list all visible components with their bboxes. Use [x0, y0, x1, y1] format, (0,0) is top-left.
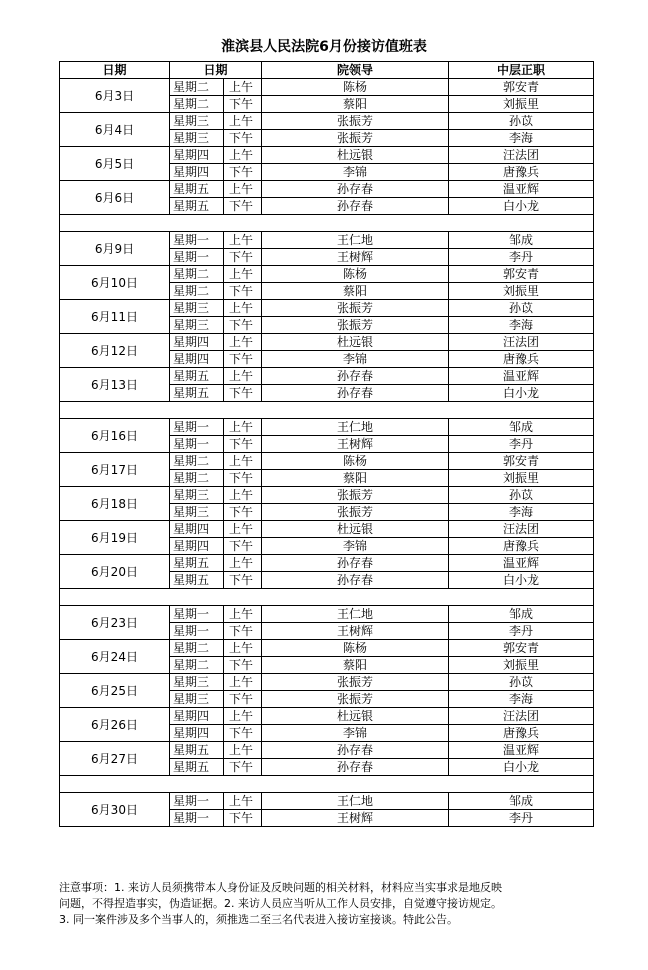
day-cell: 星期三: [170, 317, 224, 334]
middle-cell: 温亚辉: [449, 368, 594, 385]
half-day-cell: 上午: [224, 181, 262, 198]
day-cell: 星期一: [170, 249, 224, 266]
day-cell: 星期二: [170, 470, 224, 487]
leader-cell: 孙存春: [262, 555, 449, 572]
day-cell: 星期三: [170, 504, 224, 521]
date-cell: 6月30日: [60, 793, 170, 827]
leader-cell: 张振芳: [262, 674, 449, 691]
day-cell: 星期五: [170, 368, 224, 385]
half-day-cell: 下午: [224, 436, 262, 453]
roster-body: [60, 79, 594, 827]
leader-cell: 王仁地: [262, 606, 449, 623]
leader-cell: 王仁地: [262, 793, 449, 810]
day-cell: 星期一: [170, 623, 224, 640]
day-cell: 星期四: [170, 147, 224, 164]
date-cell: 6月20日: [60, 555, 170, 589]
middle-cell: 唐豫兵: [449, 164, 594, 181]
leader-cell: 陈杨: [262, 640, 449, 657]
half-day-cell: 上午: [224, 334, 262, 351]
day-cell: 星期四: [170, 334, 224, 351]
half-day-cell: 上午: [224, 113, 262, 130]
date-cell: 6月6日: [60, 181, 170, 215]
day-cell: 星期一: [170, 436, 224, 453]
half-day-cell: 上午: [224, 708, 262, 725]
middle-cell: 汪法团: [449, 521, 594, 538]
date-cell: 6月13日: [60, 368, 170, 402]
half-day-cell: 下午: [224, 130, 262, 147]
table-row: [60, 640, 594, 657]
half-day-cell: 上午: [224, 640, 262, 657]
leader-cell: 张振芳: [262, 691, 449, 708]
leader-cell: 张振芳: [262, 317, 449, 334]
half-day-cell: 下午: [224, 351, 262, 368]
day-cell: 星期一: [170, 793, 224, 810]
leader-cell: 张振芳: [262, 487, 449, 504]
middle-cell: 孙苡: [449, 674, 594, 691]
middle-cell: 孙苡: [449, 487, 594, 504]
header-date: 日期: [60, 62, 170, 79]
leader-cell: 李锦: [262, 351, 449, 368]
week-separator: [60, 776, 594, 793]
day-cell: 星期四: [170, 725, 224, 742]
leader-cell: 蔡阳: [262, 283, 449, 300]
day-cell: 星期五: [170, 742, 224, 759]
table-row: [60, 793, 594, 810]
date-cell: 6月16日: [60, 419, 170, 453]
half-day-cell: 上午: [224, 368, 262, 385]
table-row: [60, 742, 594, 759]
middle-cell: 李海: [449, 691, 594, 708]
day-cell: 星期一: [170, 419, 224, 436]
day-cell: 星期四: [170, 521, 224, 538]
middle-cell: 郭安青: [449, 453, 594, 470]
table-row: [60, 113, 594, 130]
half-day-cell: 下午: [224, 504, 262, 521]
half-day-cell: 下午: [224, 385, 262, 402]
table-row: [60, 232, 594, 249]
middle-cell: 温亚辉: [449, 742, 594, 759]
notice-line: 问题，不得捏造事实，伪造证据。2. 来访人员应当听从工作人员安排，自觉遵守接访规定。: [59, 897, 502, 910]
half-day-cell: 下午: [224, 283, 262, 300]
half-day-cell: 上午: [224, 79, 262, 96]
week-separator-row: [60, 776, 594, 793]
header-leader: 院领导: [262, 62, 449, 79]
middle-cell: 邹成: [449, 232, 594, 249]
middle-cell: 李海: [449, 317, 594, 334]
date-cell: 6月17日: [60, 453, 170, 487]
middle-cell: 郭安青: [449, 79, 594, 96]
middle-cell: 汪法团: [449, 147, 594, 164]
table-row: [60, 266, 594, 283]
page-title: 淮滨县人民法院6月份接访值班表: [221, 39, 427, 55]
table-row: [60, 181, 594, 198]
week-separator-row: [60, 215, 594, 232]
half-day-cell: 下午: [224, 810, 262, 827]
leader-cell: 李锦: [262, 164, 449, 181]
middle-cell: 刘振里: [449, 657, 594, 674]
leader-cell: 杜远银: [262, 147, 449, 164]
date-cell: 6月10日: [60, 266, 170, 300]
half-day-cell: 下午: [224, 198, 262, 215]
leader-cell: 张振芳: [262, 130, 449, 147]
table-row: [60, 674, 594, 691]
leader-cell: 陈杨: [262, 79, 449, 96]
half-day-cell: 下午: [224, 538, 262, 555]
leader-cell: 陈杨: [262, 266, 449, 283]
leader-cell: 王仁地: [262, 232, 449, 249]
date-cell: 6月25日: [60, 674, 170, 708]
leader-cell: 孙存春: [262, 742, 449, 759]
day-cell: 星期五: [170, 198, 224, 215]
week-separator: [60, 215, 594, 232]
middle-cell: 刘振里: [449, 470, 594, 487]
week-separator: [60, 402, 594, 419]
middle-cell: 李丹: [449, 436, 594, 453]
middle-cell: 李丹: [449, 623, 594, 640]
middle-cell: 李海: [449, 504, 594, 521]
date-cell: 6月23日: [60, 606, 170, 640]
leader-cell: 张振芳: [262, 504, 449, 521]
day-cell: 星期三: [170, 691, 224, 708]
half-day-cell: 上午: [224, 266, 262, 283]
leader-cell: 孙存春: [262, 198, 449, 215]
leader-cell: 李锦: [262, 725, 449, 742]
table-row: [60, 147, 594, 164]
half-day-cell: 下午: [224, 96, 262, 113]
middle-cell: 白小龙: [449, 759, 594, 776]
half-day-cell: 上午: [224, 147, 262, 164]
table-row: [60, 79, 594, 96]
day-cell: 星期三: [170, 300, 224, 317]
middle-cell: 孙苡: [449, 113, 594, 130]
middle-cell: 李丹: [449, 810, 594, 827]
day-cell: 星期二: [170, 657, 224, 674]
day-cell: 星期五: [170, 181, 224, 198]
table-row: [60, 606, 594, 623]
leader-cell: 王树辉: [262, 623, 449, 640]
half-day-cell: 下午: [224, 470, 262, 487]
middle-cell: 唐豫兵: [449, 725, 594, 742]
leader-cell: 杜远银: [262, 708, 449, 725]
half-day-cell: 下午: [224, 164, 262, 181]
table-row: [60, 300, 594, 317]
middle-cell: 温亚辉: [449, 181, 594, 198]
middle-cell: 唐豫兵: [449, 351, 594, 368]
leader-cell: 孙存春: [262, 385, 449, 402]
leader-cell: 张振芳: [262, 300, 449, 317]
day-cell: 星期二: [170, 640, 224, 657]
leader-cell: 杜远银: [262, 521, 449, 538]
middle-cell: 李丹: [449, 249, 594, 266]
half-day-cell: 上午: [224, 521, 262, 538]
leader-cell: 王树辉: [262, 249, 449, 266]
date-cell: 6月26日: [60, 708, 170, 742]
middle-cell: 刘振里: [449, 96, 594, 113]
day-cell: 星期二: [170, 266, 224, 283]
day-cell: 星期四: [170, 351, 224, 368]
leader-cell: 王树辉: [262, 810, 449, 827]
date-cell: 6月27日: [60, 742, 170, 776]
leader-cell: 李锦: [262, 538, 449, 555]
middle-cell: 郭安青: [449, 266, 594, 283]
notice-line: 注意事项：1. 来访人员须携带本人身份证及反映问题的相关材料，材料应当实事求是地反映: [59, 881, 502, 894]
table-row: [60, 368, 594, 385]
week-separator: [60, 589, 594, 606]
table-row: [60, 555, 594, 572]
leader-cell: 蔡阳: [262, 657, 449, 674]
table-row: [60, 419, 594, 436]
half-day-cell: 上午: [224, 232, 262, 249]
day-cell: 星期一: [170, 810, 224, 827]
middle-cell: 邹成: [449, 606, 594, 623]
half-day-cell: 上午: [224, 742, 262, 759]
leader-cell: 张振芳: [262, 113, 449, 130]
half-day-cell: 上午: [224, 793, 262, 810]
half-day-cell: 上午: [224, 555, 262, 572]
leader-cell: 孙存春: [262, 181, 449, 198]
table-row: [60, 521, 594, 538]
middle-cell: 温亚辉: [449, 555, 594, 572]
half-day-cell: 上午: [224, 487, 262, 504]
date-cell: 6月11日: [60, 300, 170, 334]
half-day-cell: 上午: [224, 300, 262, 317]
leader-cell: 杜远银: [262, 334, 449, 351]
middle-cell: 刘振里: [449, 283, 594, 300]
middle-cell: 白小龙: [449, 198, 594, 215]
leader-cell: 孙存春: [262, 368, 449, 385]
duty-roster-table: [59, 61, 594, 827]
leader-cell: 王仁地: [262, 419, 449, 436]
header-day: 日期: [170, 62, 262, 79]
middle-cell: 孙苡: [449, 300, 594, 317]
header-middle: 中层正职: [449, 62, 594, 79]
table-row: [60, 453, 594, 470]
middle-cell: 白小龙: [449, 385, 594, 402]
date-cell: 6月3日: [60, 79, 170, 113]
day-cell: 星期五: [170, 572, 224, 589]
notice-line: 3. 同一案件涉及多个当事人的，须推选二至三名代表进入接访室接谈。特此公告。: [59, 913, 458, 926]
date-cell: 6月12日: [60, 334, 170, 368]
day-cell: 星期三: [170, 487, 224, 504]
day-cell: 星期一: [170, 232, 224, 249]
table-header-row: [60, 62, 594, 79]
day-cell: 星期五: [170, 385, 224, 402]
middle-cell: 汪法团: [449, 708, 594, 725]
day-cell: 星期五: [170, 555, 224, 572]
day-cell: 星期四: [170, 708, 224, 725]
day-cell: 星期三: [170, 130, 224, 147]
half-day-cell: 下午: [224, 572, 262, 589]
notice-text: [59, 880, 619, 928]
leader-cell: 蔡阳: [262, 470, 449, 487]
week-separator-row: [60, 402, 594, 419]
half-day-cell: 下午: [224, 623, 262, 640]
middle-cell: 李海: [449, 130, 594, 147]
table-row: [60, 487, 594, 504]
half-day-cell: 上午: [224, 453, 262, 470]
day-cell: 星期四: [170, 164, 224, 181]
half-day-cell: 上午: [224, 674, 262, 691]
leader-cell: 陈杨: [262, 453, 449, 470]
leader-cell: 孙存春: [262, 759, 449, 776]
half-day-cell: 下午: [224, 317, 262, 334]
half-day-cell: 下午: [224, 691, 262, 708]
day-cell: 星期二: [170, 79, 224, 96]
leader-cell: 孙存春: [262, 572, 449, 589]
leader-cell: 蔡阳: [262, 96, 449, 113]
half-day-cell: 上午: [224, 419, 262, 436]
week-separator-row: [60, 589, 594, 606]
date-cell: 6月19日: [60, 521, 170, 555]
day-cell: 星期一: [170, 606, 224, 623]
day-cell: 星期二: [170, 96, 224, 113]
middle-cell: 郭安青: [449, 640, 594, 657]
half-day-cell: 上午: [224, 606, 262, 623]
table-row: [60, 334, 594, 351]
date-cell: 6月5日: [60, 147, 170, 181]
day-cell: 星期二: [170, 283, 224, 300]
date-cell: 6月9日: [60, 232, 170, 266]
day-cell: 星期三: [170, 674, 224, 691]
day-cell: 星期二: [170, 453, 224, 470]
half-day-cell: 下午: [224, 249, 262, 266]
middle-cell: 唐豫兵: [449, 538, 594, 555]
middle-cell: 邹成: [449, 419, 594, 436]
middle-cell: 汪法团: [449, 334, 594, 351]
half-day-cell: 下午: [224, 657, 262, 674]
middle-cell: 白小龙: [449, 572, 594, 589]
date-cell: 6月18日: [60, 487, 170, 521]
date-cell: 6月4日: [60, 113, 170, 147]
day-cell: 星期五: [170, 759, 224, 776]
table-row: [60, 708, 594, 725]
leader-cell: 王树辉: [262, 436, 449, 453]
half-day-cell: 下午: [224, 725, 262, 742]
middle-cell: 邹成: [449, 793, 594, 810]
day-cell: 星期四: [170, 538, 224, 555]
half-day-cell: 下午: [224, 759, 262, 776]
day-cell: 星期三: [170, 113, 224, 130]
date-cell: 6月24日: [60, 640, 170, 674]
